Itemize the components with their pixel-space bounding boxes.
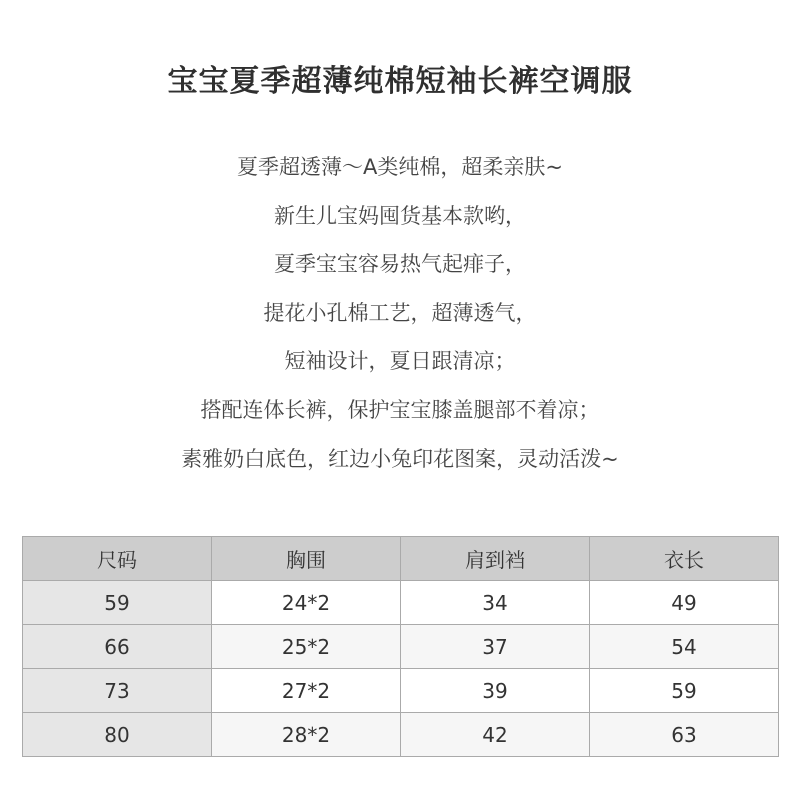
description-line: 素雅奶白底色，红边小兔印花图案，灵动活泼~ bbox=[181, 446, 619, 471]
cell-shoulder-to-crotch: 34 bbox=[401, 581, 590, 625]
description-line: 夏季宝宝容易热气起痱子， bbox=[274, 252, 526, 277]
size-table bbox=[22, 536, 779, 757]
cell-length: 54 bbox=[590, 625, 779, 669]
cell-chest: 27*2 bbox=[212, 669, 401, 713]
description-list bbox=[0, 150, 800, 490]
cell-size: 73 bbox=[23, 669, 212, 713]
table-row bbox=[23, 669, 779, 713]
cell-chest: 24*2 bbox=[212, 581, 401, 625]
header-length: 衣长 bbox=[590, 537, 779, 581]
header-chest: 胸围 bbox=[212, 537, 401, 581]
cell-shoulder-to-crotch: 39 bbox=[401, 669, 590, 713]
cell-length: 63 bbox=[590, 713, 779, 757]
description-line: 短袖设计，夏日跟清凉； bbox=[284, 349, 516, 374]
page-title: 宝宝夏季超薄纯棉短袖长裤空调服 bbox=[167, 64, 633, 99]
cell-length: 49 bbox=[590, 581, 779, 625]
cell-length: 59 bbox=[590, 669, 779, 713]
table-row bbox=[23, 713, 779, 757]
header-size: 尺码 bbox=[23, 537, 212, 581]
table-row bbox=[23, 581, 779, 625]
cell-shoulder-to-crotch: 37 bbox=[401, 625, 590, 669]
cell-size: 80 bbox=[23, 713, 212, 757]
table-row bbox=[23, 625, 779, 669]
description-line: 夏季超透薄～A类纯棉，超柔亲肤~ bbox=[237, 155, 563, 179]
description-line: 提花小孔棉工艺，超薄透气， bbox=[263, 300, 537, 325]
description-line: 新生儿宝妈囤货基本款哟， bbox=[274, 203, 526, 228]
cell-size: 66 bbox=[23, 625, 212, 669]
header-shoulder-to-crotch: 肩到裆 bbox=[401, 537, 590, 581]
cell-size: 59 bbox=[23, 581, 212, 625]
cell-chest: 28*2 bbox=[212, 713, 401, 757]
description-line: 搭配连体长裤，保护宝宝膝盖腿部不着凉； bbox=[200, 397, 600, 422]
cell-shoulder-to-crotch: 42 bbox=[401, 713, 590, 757]
cell-chest: 25*2 bbox=[212, 625, 401, 669]
table-header-row bbox=[23, 537, 779, 581]
